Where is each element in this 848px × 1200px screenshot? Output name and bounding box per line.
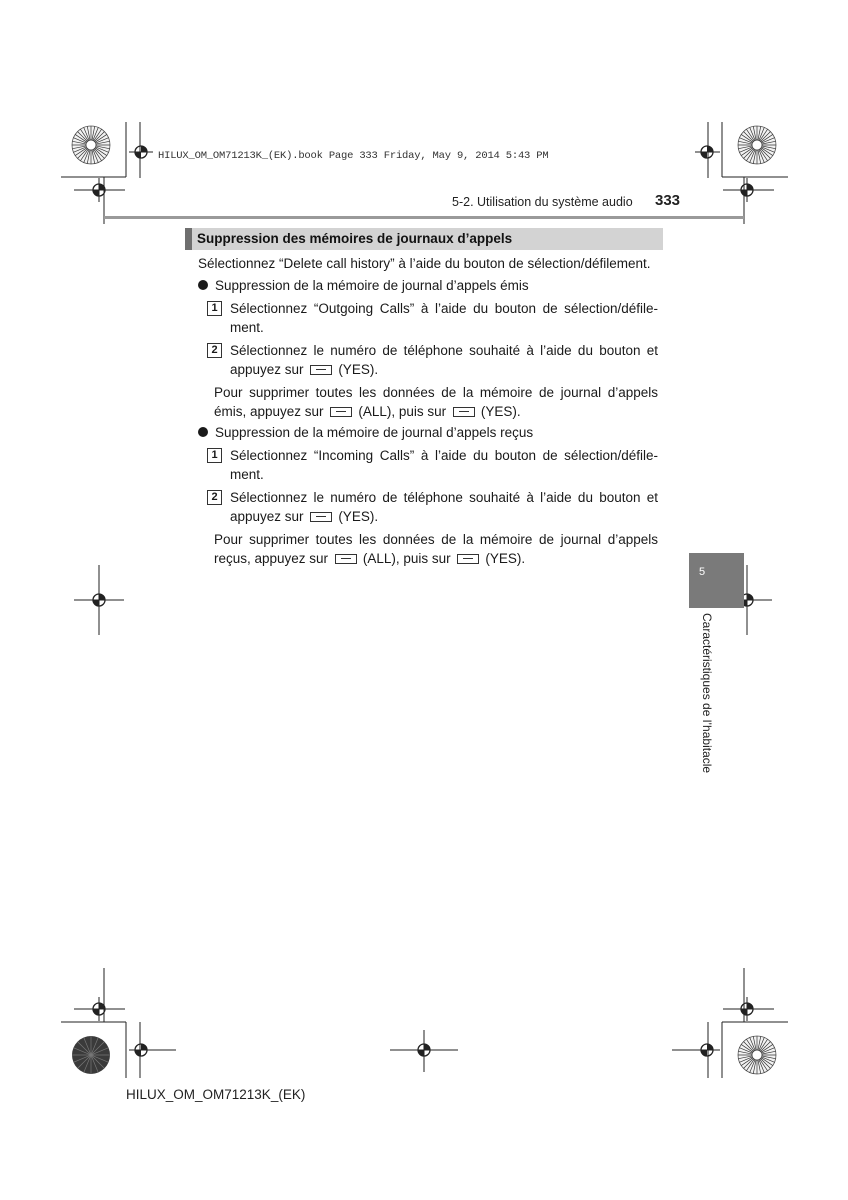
print-info-line: HILUX_OM_OM71213K_(EK).book Page 333 Friday, May 9, 2014 5:43 PM bbox=[158, 150, 549, 162]
section-heading-accent bbox=[185, 228, 192, 250]
note-text-line: Pour supprimer toutes les données de la mémoire de journal d’appels bbox=[214, 532, 658, 547]
color-target-icon bbox=[738, 126, 776, 164]
step-text-line bbox=[230, 360, 658, 379]
note-text-line: Pour supprimer toutes les données de la mémoire de journal d’appels bbox=[214, 385, 658, 400]
bullet-dot-icon bbox=[198, 427, 208, 437]
note-text: émis, appuyez sur bbox=[214, 404, 324, 419]
step-text: (YES). bbox=[338, 509, 379, 524]
step-text-line: Sélectionnez “Outgoing Calls” à l’aide du bouton de sélection/défile- bbox=[230, 301, 658, 316]
chapter-number: 5 bbox=[699, 566, 706, 578]
step-number-box: 1 bbox=[207, 448, 222, 463]
color-target-icon bbox=[72, 126, 110, 164]
step-number-box: 2 bbox=[207, 343, 222, 358]
section-heading-bar bbox=[185, 228, 663, 250]
chapter-tab bbox=[689, 553, 744, 608]
step-text: (YES). bbox=[338, 362, 379, 377]
outgoing-note bbox=[214, 383, 658, 421]
steering-switch-button-icon bbox=[335, 554, 357, 564]
bullet-incoming bbox=[198, 425, 533, 440]
steering-switch-button-icon bbox=[330, 407, 352, 417]
note-text-line bbox=[214, 402, 658, 421]
chapter-label bbox=[700, 613, 714, 773]
step-text: appuyez sur bbox=[230, 509, 304, 524]
page-number: 333 bbox=[655, 192, 681, 209]
step-number-box: 1 bbox=[207, 301, 222, 316]
note-text: (ALL), puis sur bbox=[358, 404, 447, 419]
note-text: reçus, appuyez sur bbox=[214, 551, 329, 566]
outgoing-step-1 bbox=[230, 299, 658, 337]
section-title: Suppression des mémoires de journaux d’appels bbox=[197, 231, 513, 246]
step-text-line: Sélectionnez le numéro de téléphone souhaité à l’aide du bouton et bbox=[230, 343, 658, 358]
note-text: (ALL), puis sur bbox=[362, 551, 451, 566]
note-text: (YES). bbox=[485, 551, 526, 566]
step-text: appuyez sur bbox=[230, 362, 304, 377]
bullet-incoming-label: Suppression de la mémoire de journal d’appels reçus bbox=[215, 425, 534, 440]
color-target-icon bbox=[738, 1036, 776, 1074]
color-target-icon bbox=[72, 1036, 110, 1074]
running-header-title: 5-2. Utilisation du système audio bbox=[452, 195, 633, 209]
bullet-dot-icon bbox=[198, 280, 208, 290]
header-rule bbox=[104, 216, 744, 219]
note-text: (YES). bbox=[480, 404, 521, 419]
incoming-step-1 bbox=[230, 446, 658, 484]
steering-switch-button-icon bbox=[310, 512, 332, 522]
step-number-box: 2 bbox=[207, 490, 222, 505]
step-text-line bbox=[230, 507, 658, 526]
outgoing-step-2 bbox=[230, 341, 658, 379]
step-text-line: Sélectionnez le numéro de téléphone souhaité à l’aide du bouton et bbox=[230, 490, 658, 505]
note-text-line bbox=[214, 549, 658, 568]
step-text-line: ment. bbox=[230, 320, 264, 335]
incoming-step-2 bbox=[230, 488, 658, 526]
steering-switch-button-icon bbox=[457, 554, 479, 564]
incoming-note bbox=[214, 530, 658, 568]
steering-switch-button-icon bbox=[310, 365, 332, 375]
bullet-outgoing-label: Suppression de la mémoire de journal d’appels émis bbox=[215, 278, 529, 293]
step-text-line: Sélectionnez “Incoming Calls” à l’aide du bouton de sélection/défile- bbox=[230, 448, 658, 463]
steering-switch-button-icon bbox=[453, 407, 475, 417]
chapter-title: Caractéristiques de l’habitacle bbox=[700, 613, 714, 774]
footer-doc-code: HILUX_OM_OM71213K_(EK) bbox=[126, 1087, 306, 1102]
section-intro: Sélectionnez “Delete call history” à l’aide du bouton de sélection/défilement. bbox=[198, 256, 651, 271]
step-text-line: ment. bbox=[230, 467, 264, 482]
bullet-outgoing bbox=[198, 278, 529, 293]
